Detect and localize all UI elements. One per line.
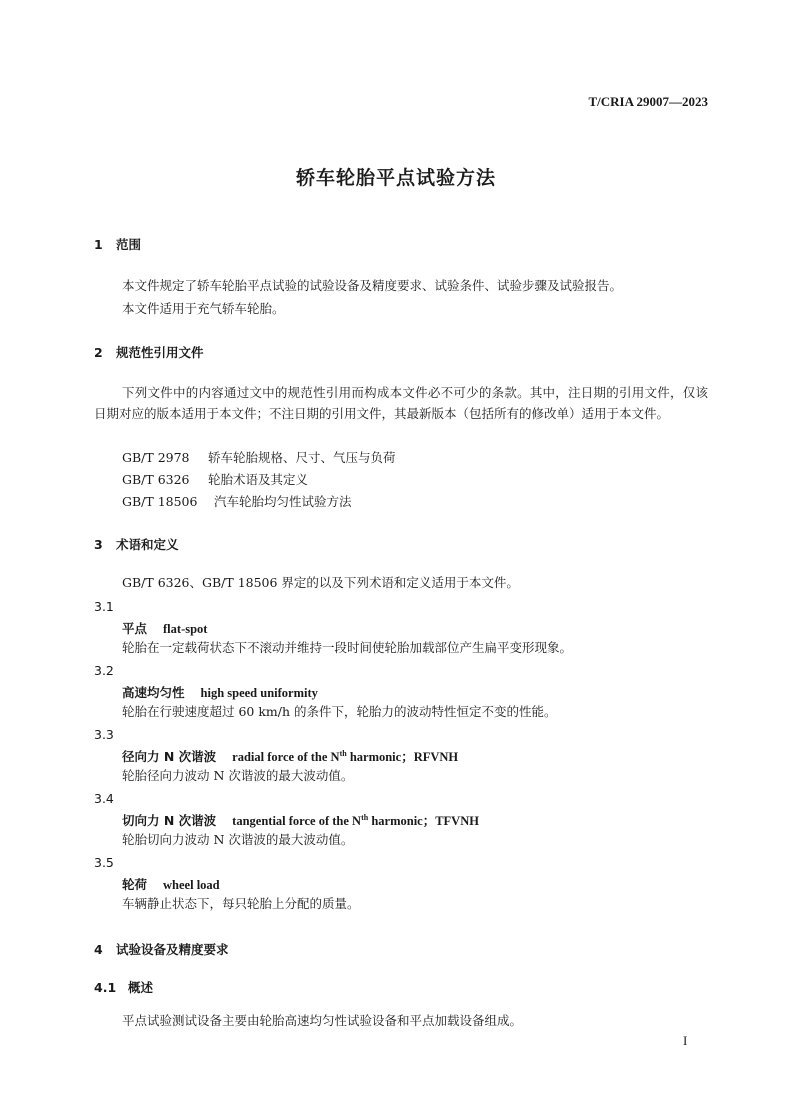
subsection-4-1-heading <box>94 978 153 996</box>
term-chinese: 高速均匀性 <box>122 685 185 700</box>
term-heading <box>122 811 479 829</box>
reference-item <box>122 470 308 488</box>
term-heading <box>122 747 458 765</box>
term-definition: 车辆静止状态下，每只轮胎上分配的质量。 <box>122 896 360 911</box>
paragraph: 平点试验测试设备主要由轮胎高速均匀性试验设备和平点加载设备组成。 <box>122 1013 523 1028</box>
paragraph: 本文件适用于充气轿车轮胎。 <box>122 301 285 316</box>
reference-title: 轿车轮胎规格、尺寸、气压与负荷 <box>208 450 396 465</box>
term-number: 3.1 <box>94 599 114 614</box>
subsection-title: 概述 <box>128 980 154 995</box>
term-number: 3.2 <box>94 663 114 678</box>
term-english: high speed uniformity <box>200 686 318 700</box>
term-heading <box>122 875 220 893</box>
reference-code: GB/T 18506 <box>122 494 198 509</box>
reference-item <box>122 492 352 510</box>
section-4-heading <box>94 940 229 958</box>
reference-code: GB/T 6326 <box>122 472 190 487</box>
section-title: 术语和定义 <box>116 537 179 552</box>
term-english-text: harmonic；RFVNH <box>346 750 459 764</box>
reference-title: 轮胎术语及其定义 <box>208 472 309 487</box>
term-english <box>232 814 479 828</box>
term-definition: 轮胎径向力波动 N 次谐波的最大波动值。 <box>122 768 354 783</box>
section-number: 3 <box>94 537 103 552</box>
page-number: I <box>683 1033 688 1048</box>
term-definition: 轮胎切向力波动 N 次谐波的最大波动值。 <box>122 832 354 847</box>
term-english-text: tangential force of the N <box>232 814 362 828</box>
superscript: th <box>339 748 347 758</box>
section-title: 规范性引用文件 <box>116 345 204 360</box>
term-number: 3.4 <box>94 791 114 806</box>
term-english <box>232 750 458 764</box>
section-title: 范围 <box>116 237 142 252</box>
term-english: wheel load <box>163 878 220 892</box>
term-number: 3.3 <box>94 727 114 742</box>
reference-code: GB/T 2978 <box>122 450 190 465</box>
term-definition: 轮胎在一定载荷状态下不滚动并维持一段时间使轮胎加载部位产生扁平变形现象。 <box>122 640 573 655</box>
term-heading <box>122 683 318 701</box>
subsection-number: 4.1 <box>94 980 117 995</box>
paragraph: 本文件规定了轿车轮胎平点试验的试验设备及精度要求、试验条件、试验步骤及试验报告。 <box>122 278 623 293</box>
section-2-heading <box>94 343 204 361</box>
term-english: flat-spot <box>163 622 208 636</box>
page-title: 轿车轮胎平点试验方法 <box>295 167 496 189</box>
paragraph: GB/T 6326、GB/T 18506 界定的以及下列术语和定义适用于本文件。 <box>122 575 519 590</box>
section-number: 2 <box>94 345 103 360</box>
section-title: 试验设备及精度要求 <box>116 942 229 957</box>
reference-title: 汽车轮胎均匀性试验方法 <box>214 494 352 509</box>
reference-item <box>122 448 396 466</box>
document-number: T/CRIA 29007—2023 <box>588 94 708 109</box>
paragraph: 下列文件中的内容通过文中的规范性引用而构成本文件必不可少的条款。其中，注日期的引用文件，仅该日期对应的版本适用于本文件；不注日期的引用文件，其最新版本（包括所有的修改单）适用于本文件。 <box>94 385 708 421</box>
term-chinese: 平点 <box>122 621 148 636</box>
section-3-heading <box>94 535 179 553</box>
term-definition: 轮胎在行驶速度超过 60 km/h 的条件下，轮胎力的波动特性恒定不变的性能。 <box>122 704 557 719</box>
section-number: 4 <box>94 942 103 957</box>
term-number: 3.5 <box>94 855 114 870</box>
section-number: 1 <box>94 237 103 252</box>
term-chinese: 切向力 N 次谐波 <box>122 813 217 828</box>
term-chinese: 轮荷 <box>122 877 148 892</box>
section-1-heading <box>94 235 141 253</box>
term-chinese: 径向力 N 次谐波 <box>122 749 217 764</box>
term-heading <box>122 619 207 637</box>
term-english-text: radial force of the N <box>232 750 340 764</box>
term-english-text: harmonic；TFVNH <box>368 814 479 828</box>
superscript: th <box>361 812 369 822</box>
